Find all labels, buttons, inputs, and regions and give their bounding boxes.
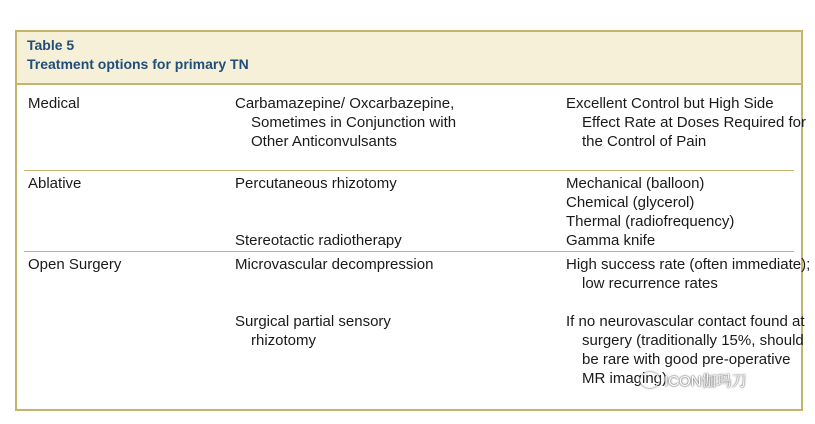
ablative-treatment-percutaneous: Percutaneous rhizotomy <box>235 175 397 192</box>
ablative-note-gamma: Gamma knife <box>566 232 656 249</box>
row-medical-category: Medical <box>28 95 80 112</box>
row-open-surgery-category: Open Surgery <box>28 256 122 273</box>
row-divider <box>24 170 794 171</box>
watermark-text: ICON伽玛刀 <box>664 373 747 390</box>
table-caption <box>17 32 801 85</box>
table-label: Table 5 <box>27 37 75 53</box>
wechat-icon <box>640 372 660 388</box>
ablative-note-mechanical: Mechanical (balloon) <box>566 175 705 192</box>
ablative-treatment-stereotactic: Stereotactic radiotherapy <box>235 232 402 249</box>
row-divider <box>24 251 794 252</box>
watermark <box>640 370 747 391</box>
open-surgery-note-rhizotomy: If no neurovascular contact found at surgery (traditionally 15%, should be rare with good pre-operative MR imaging) <box>566 313 805 387</box>
ablative-note-thermal: Thermal (radiofrequency) <box>566 213 735 230</box>
medical-note: Excellent Control but High Side Effect Rate at Doses Required for the Control of Pain <box>566 95 807 150</box>
ablative-note-chemical: Chemical (glycerol) <box>566 194 695 211</box>
row-ablative-category: Ablative <box>28 175 82 192</box>
open-surgery-note-mvd: High success rate (often immediate); low recurrence rates <box>566 256 811 292</box>
table-title: Treatment options for primary TN <box>27 56 249 72</box>
open-surgery-treatment-rhizotomy: Surgical partial sensory rhizotomy <box>235 313 391 349</box>
medical-treatment-carbamazepine: Carbamazepine/ Oxcarbazepine, Sometimes in Conjunction with Other Anticonvulsants <box>235 95 457 150</box>
open-surgery-treatment-mvd: Microvascular decompression <box>235 256 434 273</box>
